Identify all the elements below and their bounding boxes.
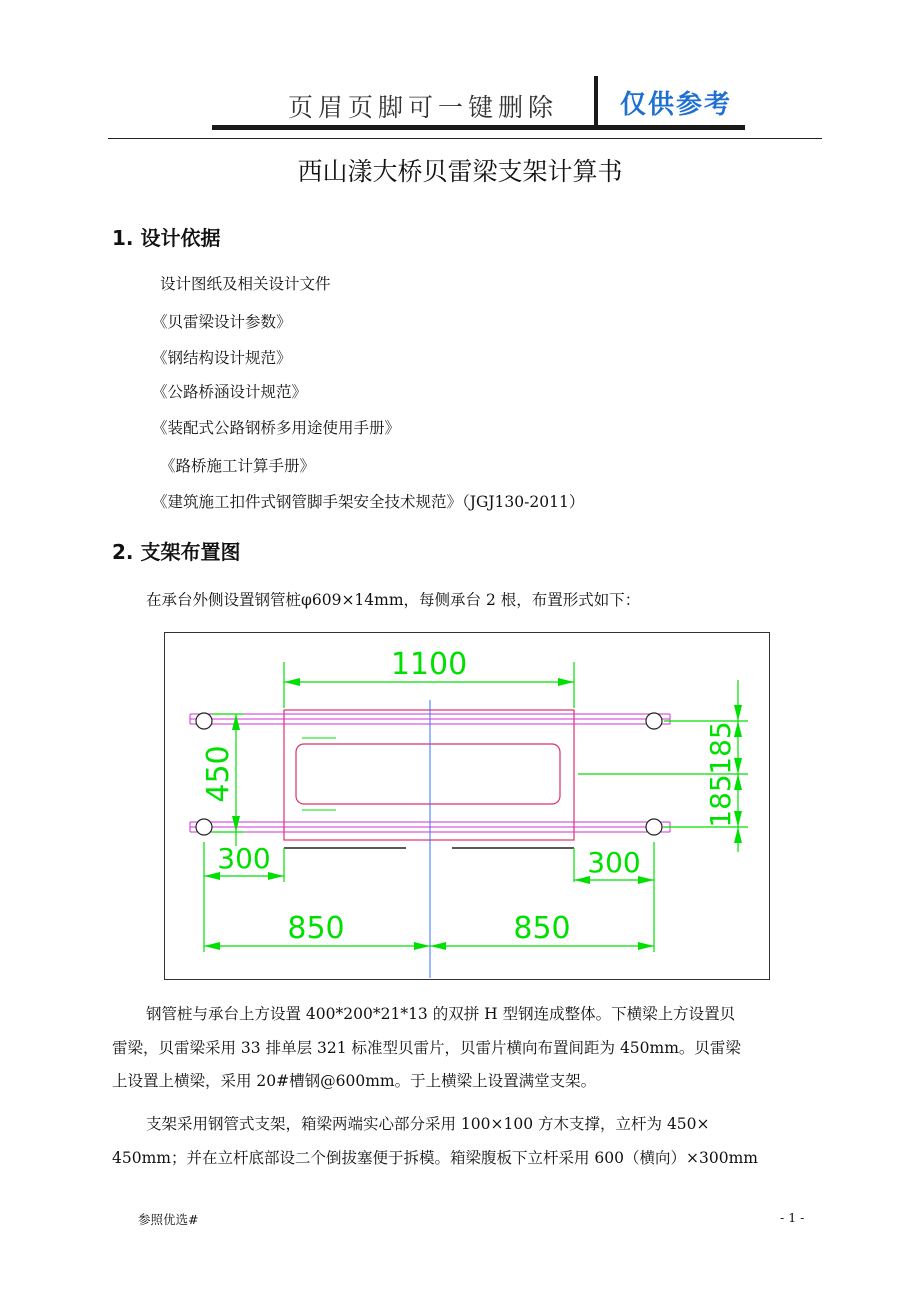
dim-left-offset: 300 [217,842,271,875]
section-2-intro: 在承台外侧设置钢管桩φ609×14mm，每侧承台 2 根，布置形式如下： [146,591,641,609]
steel-pipe-pile [196,819,212,835]
steel-pipe-pile [646,713,662,729]
steel-pipe-pile [196,713,212,729]
header-divider [594,76,598,126]
paragraph-line: 支架采用钢管式支架，箱梁两端实心部分采用 100×100 方木支撑，立杆为 450× [146,1115,710,1133]
reference-item: 《装配式公路钢桥多用途使用手册》 [152,419,401,437]
dim-left-height: 450 [201,745,236,803]
footer-left: 参照优选# [138,1212,199,1227]
page-number: - 1 - [780,1210,805,1225]
reference-item: 《路桥施工计算手册》 [160,457,316,475]
dim-bottom-right: 850 [513,911,571,946]
header-rule [108,138,822,139]
dim-right-upper: 185 [704,721,737,775]
document-title: 西山漾大桥贝雷梁支架计算书 [297,157,623,186]
dim-bottom-left: 850 [287,911,345,946]
dim-top-width: 1100 [390,647,468,682]
paragraph-line: 上设置上横梁，采用 20#槽钢@600mm。于上横梁上设置满堂支架。 [112,1072,597,1090]
reference-item: 《建筑施工扣件式钢管脚手架安全技术规范》（JGJ130-2011） [152,493,585,511]
paragraph-line: 钢管桩与承台上方设置 400*200*21*13 的双拼 H 型钢连成整体。下横梁上方设置贝 [146,1005,736,1023]
section-1-heading: 1. 设计依据 [112,226,221,250]
header-underline [212,125,745,130]
reference-item: 《公路桥涵设计规范》 [152,383,308,401]
header-right-text: 仅供参考 [620,90,733,120]
reference-item: 《钢结构设计规范》 [152,349,292,367]
header-left-text: 页眉页脚可一键删除 [288,93,559,122]
drawing-frame [165,633,770,980]
section-2-paragraph-2 [112,1108,812,1175]
reference-item: 《贝雷梁设计参数》 [152,313,292,331]
dim-right-lower: 185 [704,774,737,828]
paragraph-line: 450mm；并在立杆底部设二个倒拔塞便于拆模。箱梁腹板下立杆采用 600（横向）×300mm [112,1148,758,1167]
dim-right-offset: 300 [587,846,641,879]
steel-pipe-pile [646,819,662,835]
section-2-paragraph-1 [112,998,812,1099]
section-2-heading: 2. 支架布置图 [112,540,241,564]
layout-drawing [164,632,770,980]
paragraph-line: 雷梁，贝雷梁采用 33 排单层 321 标准型贝雷片，贝雷片横向布置间距为 450mm。贝雷梁 [112,1038,741,1057]
reference-item: 设计图纸及相关设计文件 [160,275,331,293]
